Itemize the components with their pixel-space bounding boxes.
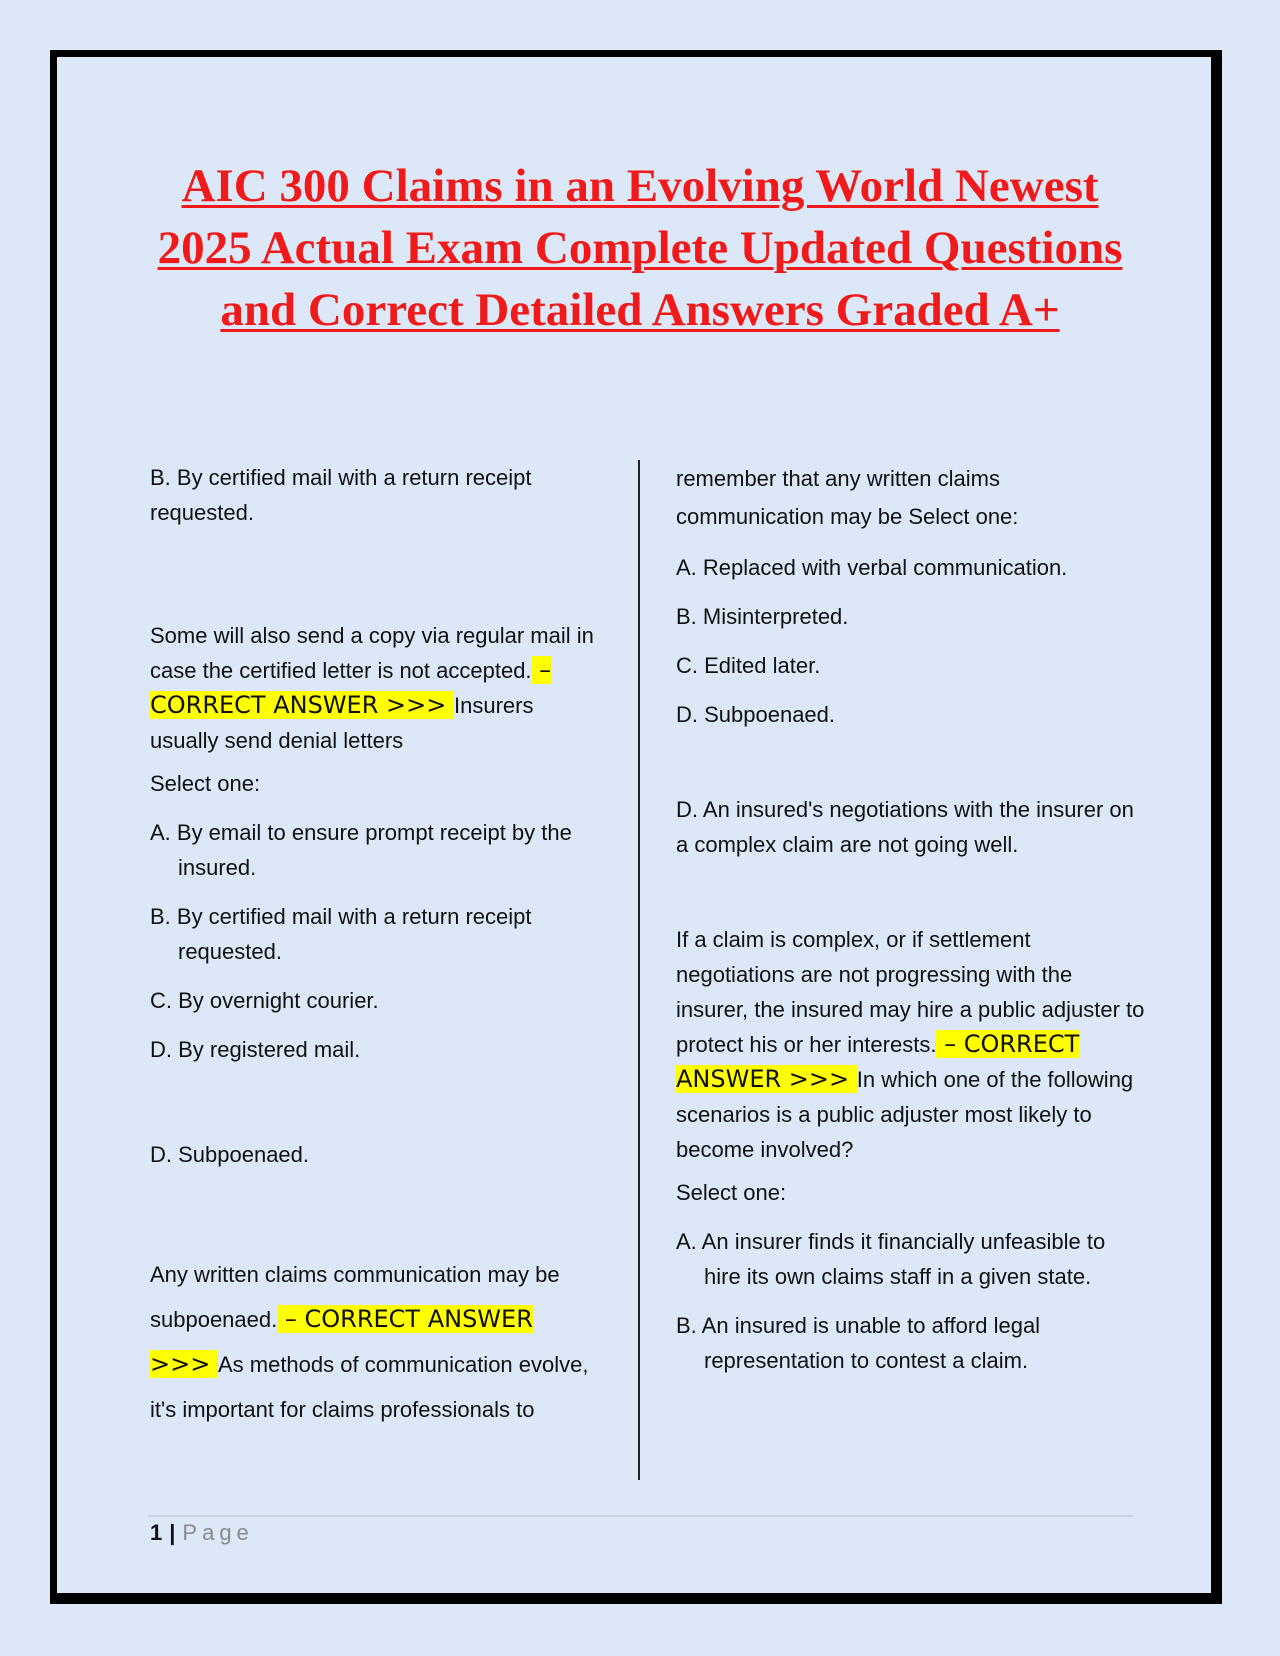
option-d: D. Subpoenaed. (676, 702, 836, 727)
footer-divider (148, 1515, 1133, 1517)
option-b: B. An insured is unable to afford legal representation to contest a claim. (676, 1313, 1041, 1373)
column-divider (638, 460, 640, 1480)
page-label: Page (182, 1520, 254, 1545)
option-a: A. Replaced with verbal communication. (676, 555, 1068, 580)
option-d: D. By registered mail. (150, 1037, 361, 1062)
option-b: B. Misinterpreted. (676, 604, 849, 629)
correct-answer-marker: – CORRECT ANSWER >>> (150, 1305, 533, 1378)
option-a: A. An insurer finds it financially unfeasible to hire its own claims staff in a given state. (676, 1229, 1106, 1289)
select-one-label: Select one: (150, 771, 261, 796)
option-b: B. By certified mail with a return receipt requested. (150, 904, 532, 964)
document-title: AIC 300 Claims in an Evolving World Newest 2025 Actual Exam Complete Updated Questions and Correct Detailed Answers Graded A+ (157, 160, 1123, 336)
page-number: 1 (150, 1520, 164, 1545)
explanation-paragraph: Some will also send a copy via regular mail in case the certified letter is not accepted. – CORRECT ANSWER >>> Insurers usually send denial letters (150, 623, 594, 753)
answer-text: D. Subpoenaed. (150, 1142, 310, 1167)
option-c: C. By overnight courier. (150, 988, 379, 1013)
select-one-label: Select one: (676, 1180, 787, 1205)
explanation-paragraph: If a claim is complex, or if settlement negotiations are not progressing with the insurer, the insured may hire a public adjuster to protect his or her interests. – CORRECT ANSWER >>> In which one of the following scenarios is a public adjuster most likely to become involved? (676, 927, 1145, 1162)
option-a: A. By email to ensure prompt receipt by the insured. (150, 820, 572, 880)
answer-text: B. By certified mail with a return receipt requested. (150, 465, 532, 525)
correct-answer-marker: – CORRECT ANSWER >>> (676, 1030, 1080, 1093)
page-footer (150, 1520, 254, 1546)
footer-separator: | (169, 1520, 177, 1545)
correct-answer-marker: – CORRECT ANSWER >>> (150, 656, 552, 719)
answer-text: D. An insured's negotiations with the insurer on a complex claim are not going well. (676, 797, 1134, 857)
left-column (150, 460, 600, 1432)
option-c: C. Edited later. (676, 653, 821, 678)
explanation-paragraph: Any written claims communication may be subpoenaed. – CORRECT ANSWER >>> As methods of communication evolve, it's important for claims professionals to (150, 1262, 589, 1422)
right-column (676, 460, 1146, 1378)
question-continuation: remember that any written claims communication may be Select one: (676, 466, 1019, 529)
